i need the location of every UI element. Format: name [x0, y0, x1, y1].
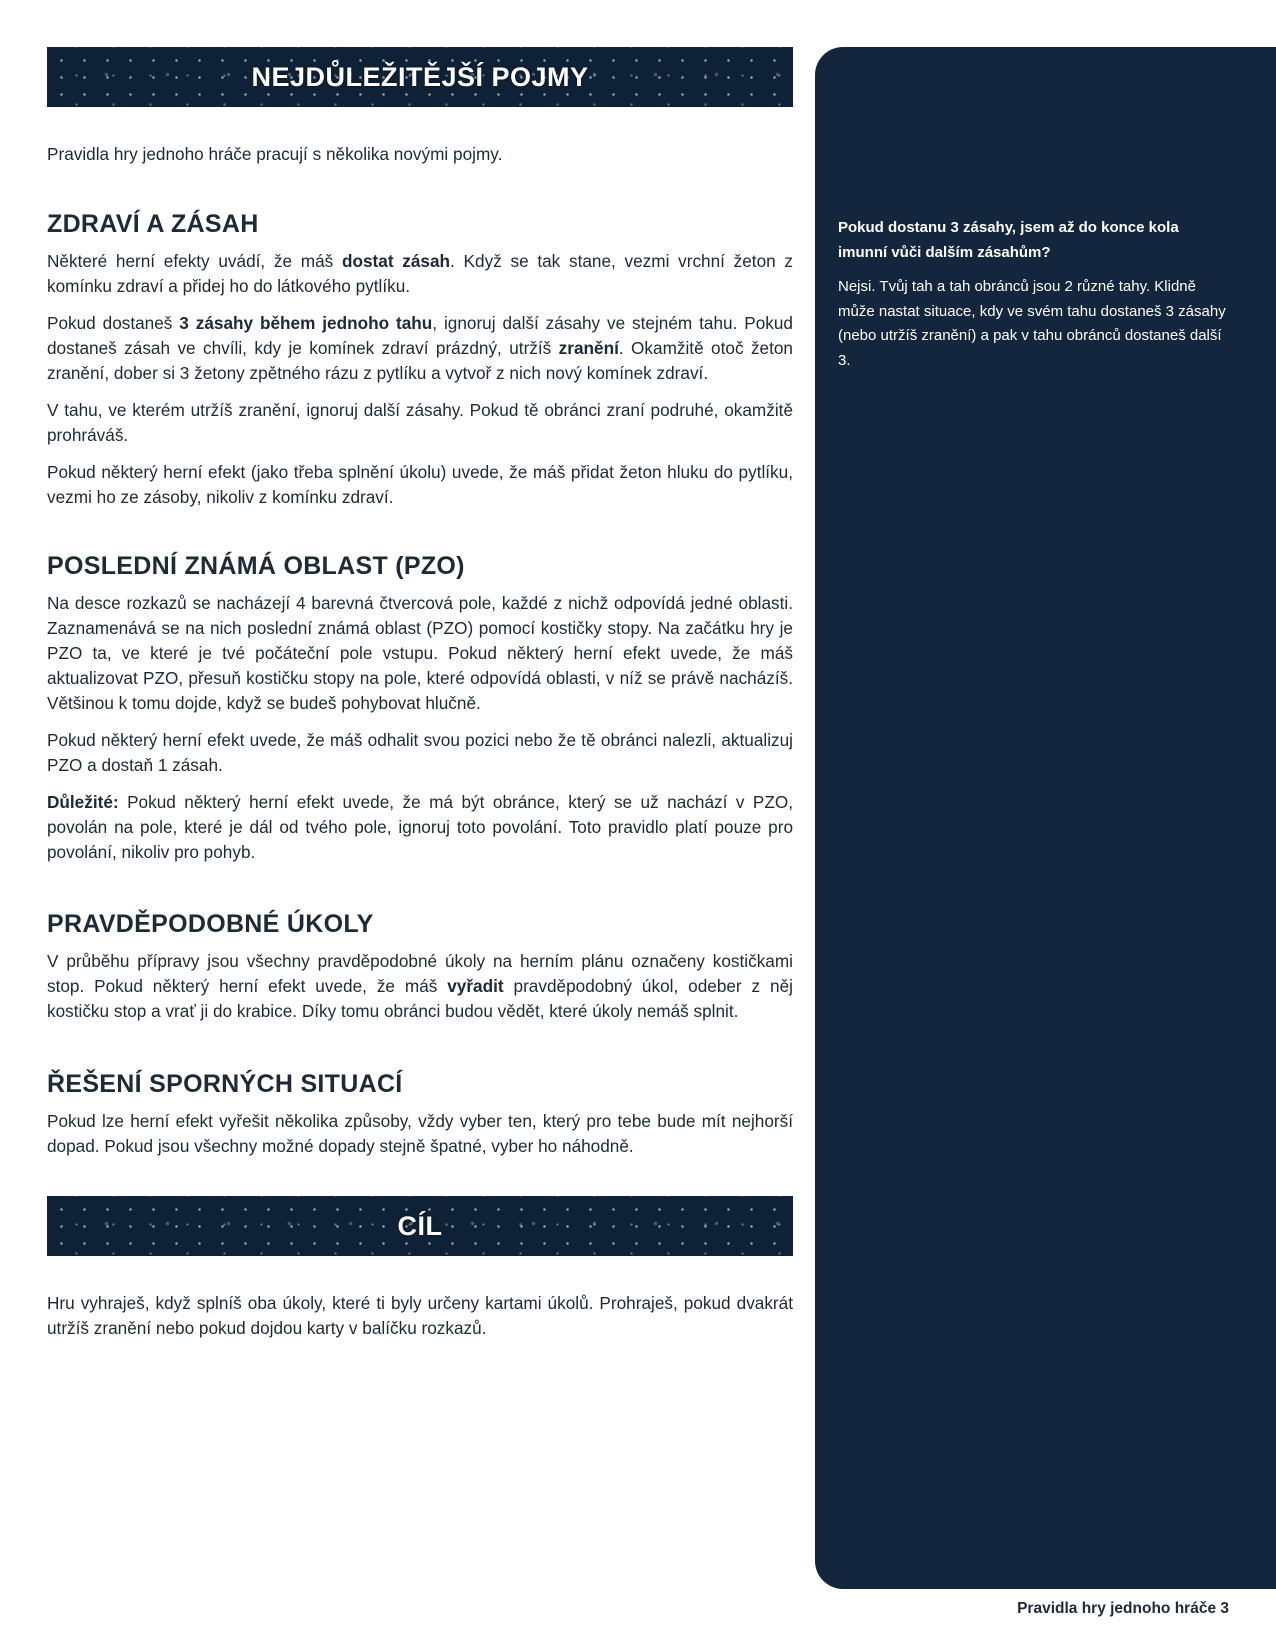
paragraph: Pokud lze herní efekt vyřešit několika způsoby, vždy vyber ten, který pro tebe bude mít nejhorší dopad. Pokud jsou všechny možné dopady stejně špatné, vyber ho náhodně. [47, 1111, 793, 1156]
text: . Když se tak stane, vezmi vrchní žeton z komínku zdraví a přidej ho do látkového pytlíku. [47, 251, 794, 296]
section-heading-health: ZDRAVÍ A ZÁSAH [47, 210, 259, 238]
section-banner-key-terms [47, 47, 793, 107]
goal-title: CÍL [397, 1210, 443, 1241]
faq-answer: Nejsi. Tvůj tah a tah obránců jsou 2 různé tahy. Klidně může nastat situace, kdy ve svém tahu dostaneš 3 zásahy (nebo utržíš zranění) a pak v tahu obránců dostaneš další 3. [838, 278, 1226, 369]
section-disputes [47, 1070, 793, 1171]
paragraph [47, 249, 793, 299]
section-pzo [47, 552, 793, 877]
page-footer [1017, 1600, 1229, 1618]
page-title: NEJDŮLEŽITĚJŠÍ POJMY [251, 61, 589, 92]
section-tasks [47, 910, 793, 1036]
paragraph: Pokud některý herní efekt (jako třeba splnění úkolu) uvede, že máš přidat žeton hluku do pytlíku, vezmi ho ze zásoby, nikoliv z komínku zdraví. [47, 462, 793, 507]
section-banner-goal [47, 1196, 793, 1256]
paragraph: Pokud některý herní efekt uvede, že máš odhalit svou pozici nebo že tě obránci nalezli, aktualizuj PZO a dostaň 1 zásah. [47, 730, 793, 775]
section-heading-disputes: ŘEŠENÍ SPORNÝCH SITUACÍ [47, 1070, 403, 1098]
page-number: 3 [1220, 1600, 1229, 1617]
paragraph: V tahu, ve kterém utržíš zranění, ignoruj další zásahy. Pokud tě obránci zraní podruhé, okamžitě prohráváš. [47, 400, 793, 445]
section-goal [47, 1291, 793, 1353]
paragraph: Na desce rozkazů se nacházejí 4 barevná čtvercová pole, každé z nichž odpovídá jedné oblasti. Zaznamenává se na nich poslední známá oblast (PZO) pomocí kostičky stopy. Na začátku hry je PZO ta, ve které je tvé počáteční pole vstupu. Pokud některý herní efekt uvede, že máš aktualizovat PZO, přesuň kostičku stopy na pole, které odpovídá oblasti, v níž se právě nacházíš. Většinou k tomu dojde, když se budeš pohybovat hlučně. [47, 593, 793, 713]
paragraph [47, 790, 793, 865]
bold-term: dostat zásah [341, 251, 451, 271]
text: . Okamžitě otoč žeton zranění, dober si 3 žetony zpětného rázu z pytlíku a vytvoř z nich nový komínek zdraví. [47, 338, 793, 383]
section-health [47, 210, 793, 522]
text: pravděpodobný úkol, odeber z něj kostičku stop a vrať ji do krabice. Díky tomu obránci budou vědět, které úkoly nemáš splnit. [47, 976, 793, 1021]
faq-question: Pokud dostanu 3 zásahy, jsem až do konce kola imunní vůči dalším zásahům? [838, 219, 1179, 261]
text: Pokud dostaneš [47, 313, 180, 333]
text: Pokud některý herní efekt uvede, že má být obránce, který se už nachází v PZO, povolán na pole, které je dál od tvého pole, ignoruj toto povolání. Toto pravidlo platí pouze pro povolání, nikoliv pro pohyb. [47, 792, 793, 862]
section-heading-tasks: PRAVDĚPODOBNÉ ÚKOLY [47, 910, 374, 938]
intro-paragraph: Pravidla hry jednoho hráče pracují s několika novými pojmy. [47, 144, 503, 164]
footer-text: Pravidla hry jednoho hráče [1017, 1600, 1217, 1617]
text: Některé herní efekty uvádí, že máš [47, 251, 342, 271]
section-heading-pzo: POSLEDNÍ ZNÁMÁ OBLAST (PZO) [47, 552, 465, 580]
paragraph [47, 311, 793, 386]
bold-term: Důležité: [47, 792, 119, 812]
intro-block [47, 142, 793, 179]
text: , ignoruj další zásahy ve stejném tahu. Pokud dostaneš zásah ve chvíli, kdy je komínek zdraví prázdný, utržíš [47, 313, 793, 358]
paragraph [47, 949, 793, 1024]
bold-term: vyřadit [447, 976, 504, 996]
text: V průběhu přípravy jsou všechny pravděpodobné úkoly na herním plánu označeny kostičkami stop. Pokud některý herní efekt uvede, že máš [47, 951, 793, 996]
faq-content [838, 216, 1228, 383]
bold-term: 3 zásahy během jednoho tahu [179, 313, 433, 333]
paragraph: Hru vyhraješ, když splníš oba úkoly, které ti byly určeny kartami úkolů. Prohraješ, pokud dvakrát utržíš zranění nebo pokud dojdou karty v balíčku rozkazů. [47, 1293, 793, 1338]
bold-term: zranění [558, 338, 619, 358]
